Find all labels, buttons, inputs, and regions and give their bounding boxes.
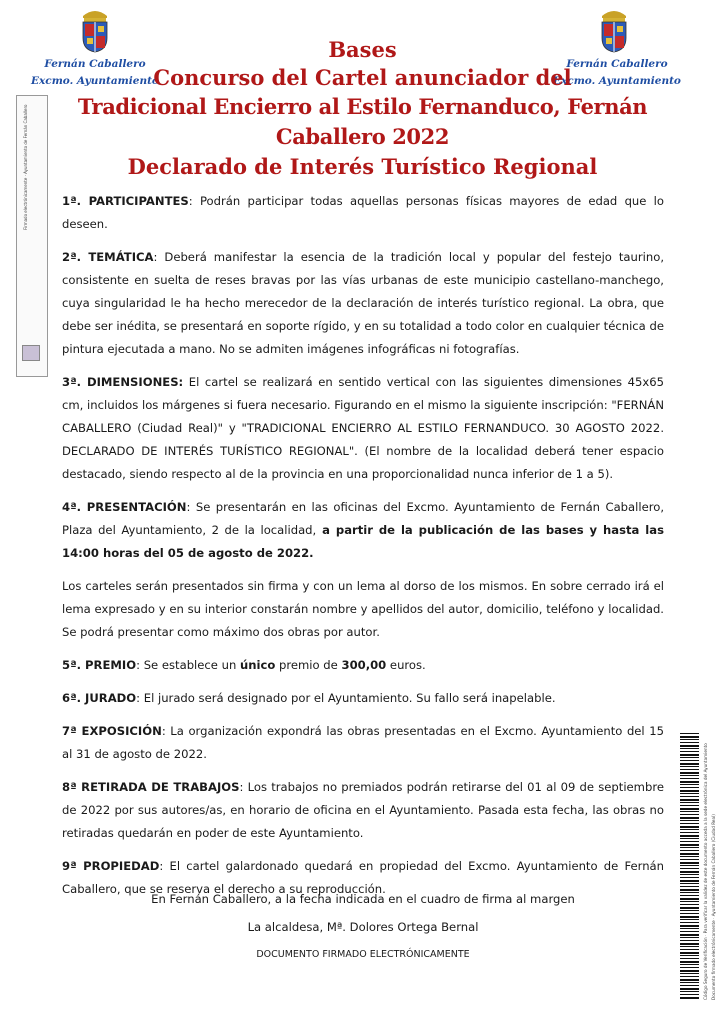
section-text: : Se presentarán en las oficinas del Excmo. Ayuntamiento de Fernán Caballero, Plaza del Ayuntamiento, 2 de la localidad, (62, 500, 665, 537)
section-participantes (62, 190, 664, 236)
title-line-2: Concurso del Cartel anunciador del (153, 65, 572, 90)
crest-caption-council-left: Excmo. Ayuntamiento (31, 75, 159, 87)
section-text: : El jurado será designado por el Ayuntamiento. Su fallo será inapelable. (136, 691, 556, 705)
signature-stamp-text: Firmado electrónicamente · Ayuntamiento de Fernán Caballero (23, 104, 28, 230)
section-label: 6ª. JURADO (62, 691, 137, 705)
title-line-3: Tradicional Encierro al Estilo Fernanduco, Fernán Caballero 2022 (77, 94, 648, 149)
section-text: premio de (275, 658, 342, 672)
title-line-4: Declarado de Interés Turístico Regional (127, 154, 598, 179)
document-title (20, 36, 705, 182)
section-label: 9ª PROPIEDAD (62, 859, 160, 873)
prize-amount: 300,00 (341, 658, 387, 672)
signature-stamp-box (16, 95, 48, 377)
section-text: El cartel se realizará en sentido vertical con las siguientes dimensiones 45x65 cm, incluidos los márgenes si fuera necesario. Figurando en el mismo la siguiente inscripción: "FERNÁN CABALLERO (Ciudad Real)" y "TRADICIONAL ENCIERRO AL ESTILO FERNANDUCO. 30 AGOSTO 2022. DECLARADO DE INTERÉS TURÍSTICO REGIONAL". (El nombre de la localidad deberá tener espacio destacado, siendo respecto al de la provincia en una proporcionalidad nunca inferior de 1 a 5). (62, 375, 664, 481)
section-jurado (62, 687, 664, 710)
section-text: Los carteles serán presentados sin firma y con un lema al dorso de los mismos. En sobre cerrado irá el lema expresado y en su interior constarán nombre y apellidos del autor, domicilio, teléfono y localidad. Se podrá presentar como máximo dos obras por autor. (62, 579, 664, 639)
prize-unique-text: único (240, 658, 276, 672)
crest-caption-council-right: Excmo. Ayuntamiento (553, 75, 681, 87)
section-label: 5ª. PREMIO (62, 658, 137, 672)
section-retirada (62, 776, 664, 845)
section-dimensiones (62, 371, 664, 486)
deadline-text: a partir de la publicación de las bases y hasta las 14:00 horas del 05 de agosto de 2022. (62, 523, 664, 560)
verification-text-1: Código Seguro de Verificación · Para verificar la validez de este documento acceda a la sede electrónica del Ayuntamiento (703, 743, 708, 1000)
title-line-1: Bases (328, 37, 397, 62)
section-text: : Se establece un (136, 658, 240, 672)
closing-electronic-signature: DOCUMENTO FIRMADO ELECTRÓNICAMENTE (256, 949, 470, 960)
document-body (62, 190, 664, 911)
section-text: : El cartel galardonado quedará en propiedad del Excmo. Ayuntamiento de Fernán Caballero, que se reserva el derecho a su reproducción. (62, 859, 664, 896)
section-text: : La organización expondrá las obras presentadas en el Excmo. Ayuntamiento del 15 al 31 de agosto de 2022. (62, 724, 664, 761)
section-tematica (62, 246, 664, 361)
section-premio (62, 654, 664, 677)
section-text: : Los trabajos no premiados podrán retirarse del 01 al 09 de septiembre de 2022 por sus autores/as, en horario de oficina en el Ayuntamiento. Pasada esta fecha, las obras no retiradas quedarán en poder de este Ayuntamiento. (62, 780, 664, 840)
section-label: 7ª EXPOSICIÓN (62, 724, 162, 738)
stamp-emblem-icon (22, 345, 40, 361)
section-exposicion (62, 720, 664, 766)
section-label: 4ª. PRESENTACIÓN (62, 500, 187, 514)
section-label: 8ª RETIRADA DE TRABAJOS (62, 780, 240, 794)
section-text: euros. (386, 658, 426, 672)
section-text: : Deberá manifestar la esencia de la tradición local y popular del festejo taurino, consistente en suelta de reses bravas por las vías urbanas de este municipio castellano-manchego, cuya singularidad le ha hecho merecedor de la declaración de interés turístico regional. La obra, que debe ser inédita, se presentará en soporte rígido, y en su totalidad a todo color en cualquier técnica de pintura ejecutada a mano. No se admiten imágenes infográficas ni fotografías. (62, 250, 664, 356)
section-label: 1ª. PARTICIPANTES (62, 194, 189, 208)
verification-barcode (680, 733, 699, 999)
section-label: 3ª. DIMENSIONES: (62, 375, 184, 389)
section-presentacion (62, 496, 664, 565)
verification-text-2: Documento firmado electrónicamente · Ayuntamiento de Fernán Caballero (Ciudad Real) (711, 814, 716, 1000)
closing-place-date: En Fernán Caballero, a la fecha indicada en el cuadro de firma al margen (151, 892, 575, 906)
section-text: : Podrán participar todas aquellas personas físicas mayores de edad que lo deseen. (62, 194, 664, 231)
section-presentacion-detail (62, 575, 664, 644)
crest-caption-town-left: Fernán Caballero (44, 58, 146, 70)
section-label: 2ª. TEMÁTICA (62, 250, 154, 264)
closing-signatory: La alcaldesa, Mª. Dolores Ortega Bernal (247, 920, 479, 934)
crest-caption-town-right: Fernán Caballero (566, 58, 668, 70)
